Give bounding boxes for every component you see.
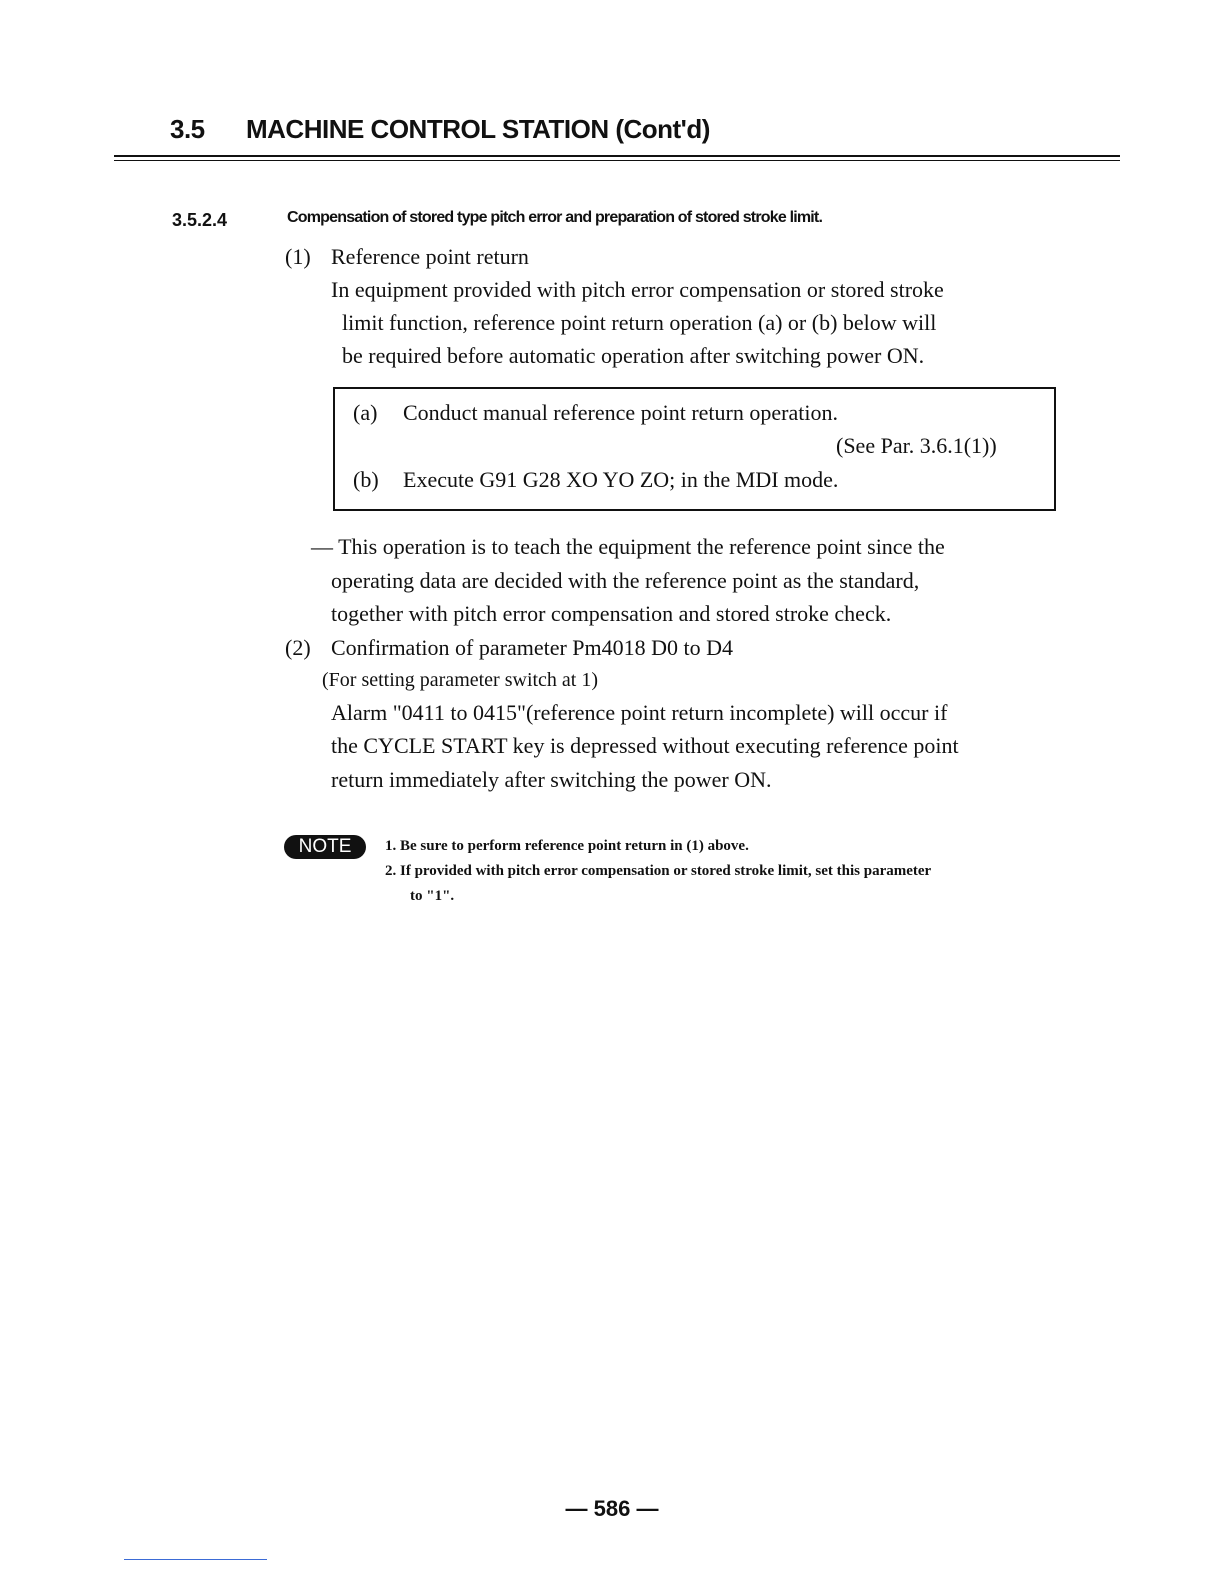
item1-line: limit function, reference point return operation (a) or (b) below will [342, 310, 937, 335]
item1-label: (1) [285, 244, 311, 269]
subsection-number: 3.5.2.4 [172, 210, 228, 230]
box-a-text: Conduct manual reference point return operation. [403, 400, 838, 425]
box-a-label: (a) [353, 400, 378, 425]
page-number: — 586 — [565, 1496, 659, 1521]
item2-line: Alarm "0411 to 0415"(reference point return incomplete) will occur if [331, 700, 948, 725]
header-rule-bottom [114, 160, 1120, 161]
note-item: to "1". [410, 888, 455, 904]
item2-label: (2) [285, 635, 311, 660]
box-b-label: (b) [353, 467, 379, 492]
explanation-line: together with pitch error compensation and stored stroke check. [331, 601, 892, 626]
note-item: 2. If provided with pitch error compensation or stored stroke limit, set this parameter [385, 863, 932, 879]
section-header [170, 114, 710, 145]
note-item: 1. Be sure to perform reference point return in (1) above. [385, 838, 749, 854]
box-a-reference: (See Par. 3.6.1(1)) [836, 433, 997, 458]
subsection-title: Compensation of stored type pitch error and preparation of stored stroke limit. [287, 209, 823, 226]
item1-heading: Reference point return [331, 244, 529, 269]
item2-subheading: (For setting parameter switch at 1) [322, 669, 599, 691]
header-rule-top [114, 155, 1120, 157]
section-title: MACHINE CONTROL STATION (Cont'd) [246, 114, 710, 144]
explanation-line: operating data are decided with the reference point as the standard, [331, 568, 920, 593]
explanation-line: — This operation is to teach the equipment the reference point since the [311, 534, 945, 559]
note-badge: NOTE [284, 835, 366, 859]
item2-heading: Confirmation of parameter Pm4018 D0 to D4 [331, 635, 734, 660]
section-number: 3.5 [170, 114, 205, 144]
box-b-text: Execute G91 G28 XO YO ZO; in the MDI mode. [403, 467, 839, 492]
item2-line: the CYCLE START key is depressed without executing reference point [331, 733, 959, 758]
footer-link-underline [124, 1559, 267, 1560]
item2-line: return immediately after switching the power ON. [331, 767, 772, 792]
item1-line: In equipment provided with pitch error compensation or stored stroke [331, 277, 944, 302]
item1-line: be required before automatic operation after switching power ON. [342, 343, 925, 368]
